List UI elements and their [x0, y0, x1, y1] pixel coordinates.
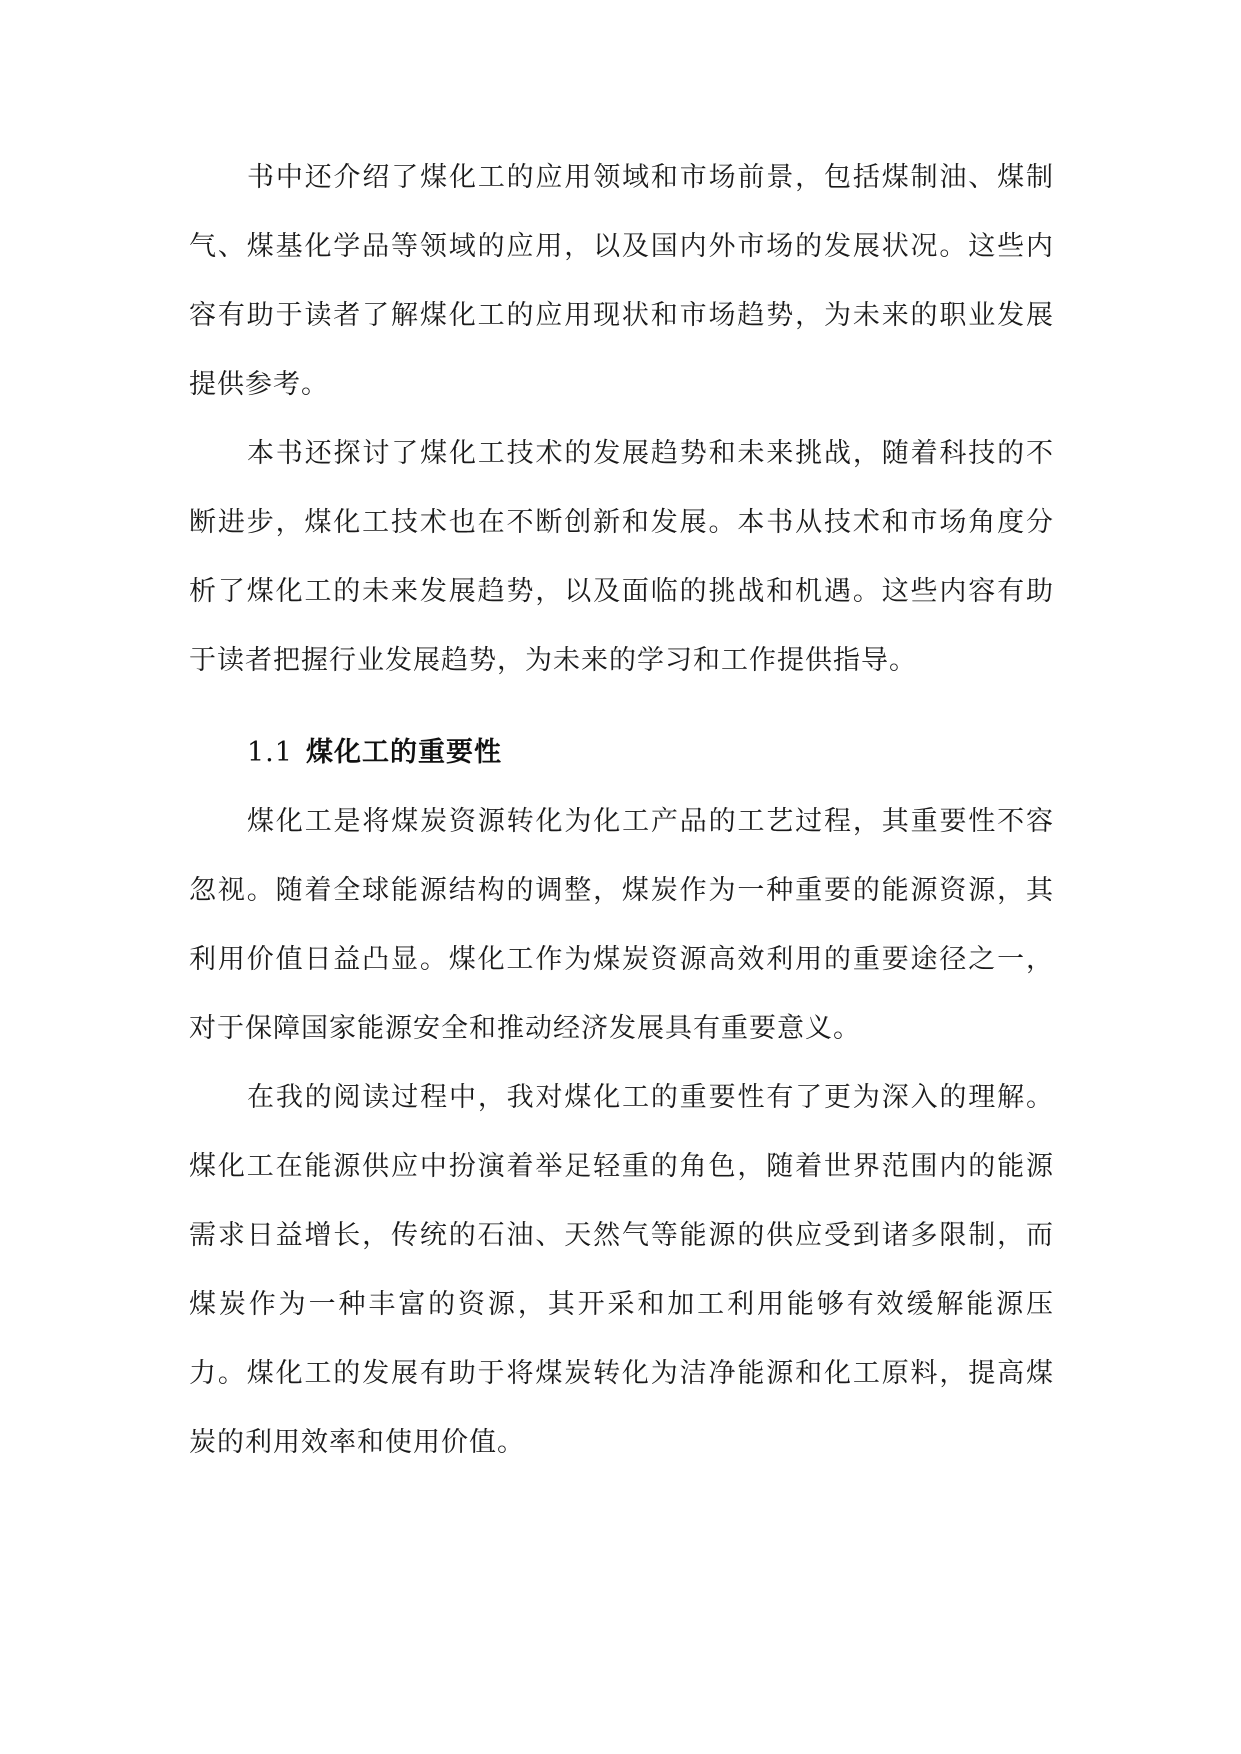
paragraph-importance-intro: 煤化工是将煤炭资源转化为化工产品的工艺过程，其重要性不容忽视。随着全球能源结构的调整，煤炭作为一种重要的能源资源，其利用价值日益凸显。煤化工作为煤炭资源高效利用的重要途径之一，对于保障国家能源安全和推动经济发展具有重要意义。	[189, 806, 1054, 1044]
section-title: 煤化工的重要性	[305, 737, 502, 768]
paragraph-future-trends: 本书还探讨了煤化工技术的发展趋势和未来挑战，随着科技的不断进步，煤化工技术也在不断创新和发展。本书从技术和市场角度分析了煤化工的未来发展趋势，以及面临的挑战和机遇。这些内容有助于读者把握行业发展趋势，为未来的学习和工作提供指导。	[189, 438, 1054, 676]
document-body	[189, 143, 1054, 1477]
paragraph-application-fields: 书中还介绍了煤化工的应用领域和市场前景，包括煤制油、煤制气、煤基化学品等领域的应用，以及国内外市场的发展状况。这些内容有助于读者了解煤化工的应用现状和市场趋势，为未来的职业发展提供参考。	[189, 162, 1054, 400]
paragraph-reading-reflection: 在我的阅读过程中，我对煤化工的重要性有了更为深入的理解。煤化工在能源供应中扮演着举足轻重的角色，随着世界范围内的能源需求日益增长，传统的石油、天然气等能源的供应受到诸多限制，而煤炭作为一种丰富的资源，其开采和加工利用能够有效缓解能源压力。煤化工的发展有助于将煤炭转化为洁净能源和化工原料，提高煤炭的利用效率和使用价值。	[189, 1082, 1054, 1458]
section-heading	[189, 718, 1054, 787]
section-number: 1.1	[247, 737, 293, 768]
